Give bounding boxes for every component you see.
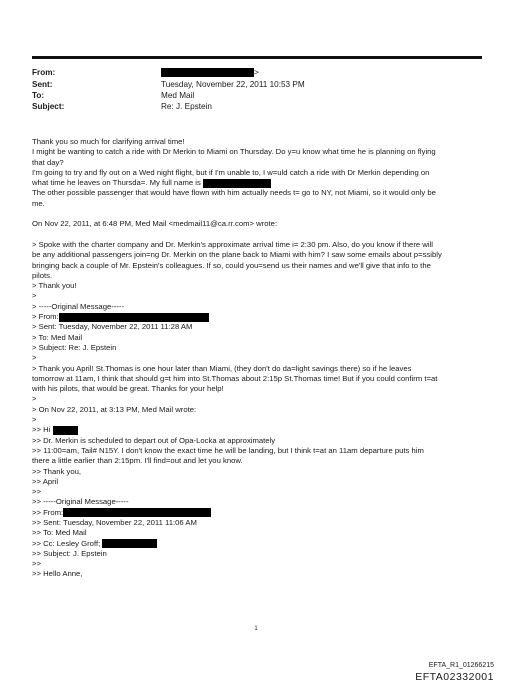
email-body [32,137,484,580]
body-line-text: > From: [32,312,59,322]
body-line: me. [32,198,45,208]
body-line: >> Subject: J. Epstein [32,548,107,558]
body-line-text: >> Cc: Lesley Groff; [32,538,101,548]
body-line: >> April [32,476,59,486]
body-line: Thank you so much for clarifying arrival time! [32,137,185,146]
body-line: > On Nov 22, 2011, at 3:13 PM, Med Mail wrote: [32,404,197,414]
body-line: > Thank you April! St.Thomas is one hour later than Miami, (they don't do da=light savings there) so if he leaves [32,363,412,373]
from-suffix: > [254,68,259,77]
sent-label: Sent: [32,80,53,89]
redaction-box [102,539,157,548]
footer-bates-id-2: EFTA02332001 [415,671,494,683]
body-line: I might be wanting to catch a ride with Dr Merkin to Miami on Thursday. Do y=u know what time he is planning on flying [32,147,436,157]
body-line: > Spoke with the charter company and Dr. Merkin's approximate arrival time i= 2:30 pm. Also, do you know if there will [32,239,433,249]
sent-value: Tuesday, November 22, 2011 10:53 PM [161,80,305,89]
body-line: >> -----Original Message----- [32,497,129,507]
redaction-box [203,179,271,188]
redaction-box [59,313,209,322]
redaction-box [161,68,254,77]
body-line [32,508,484,518]
body-line: > [32,291,37,301]
body-line: > Sent: Tuesday, November 22, 2011 11:28 AM [32,322,193,332]
body-line: > Subject: Re: J. Epstein [32,342,117,352]
body-line: >> Hello Anne, [32,569,83,579]
body-line: bringing back a couple of Mr. Epstein's colleagues. If so, could you=send us their names and we'll give that info to the [32,260,431,270]
body-line [32,425,484,435]
body-line-text: >> From: [32,507,64,517]
body-line: >> [32,487,41,497]
body-line: > [32,415,37,425]
footer-bates-id-1: EFTA_R1_01266215 [428,662,494,669]
body-line: On Nov 22, 2011, at 6:48 PM, Med Mail <medmail11@ca.rr.com> wrote: [32,219,278,229]
from-label: From: [32,68,56,77]
body-line: be any additional passengers join=ng Dr. Merkin on the plane back to Miami with him? I saw some emails about p=ssibly [32,250,442,260]
subject-label: Subject: [32,102,65,111]
body-line: >> [32,559,41,569]
body-line [32,539,484,549]
paragraph-gap [32,230,484,240]
body-line: there a little earlier than 2:15pm. I'll find=out and let you know. [32,456,243,466]
header-rule [32,56,482,59]
body-line: >> To: Med Mail [32,528,87,538]
body-line: that day? [32,157,64,167]
to-label: To: [32,91,45,100]
body-line: pilots. [32,270,53,280]
body-line: >> Dr. Merkin is scheduled to depart out of Opa-Locka at approximately [32,435,276,445]
page-number: 1 [254,626,258,632]
body-line: > -----Original Message----- [32,301,125,311]
redaction-box [63,508,211,517]
body-line: > Thank you! [32,281,77,291]
body-line: The other possible passenger that would have flown with him actually needs t= go to NY, not Miami, so it would only be [32,188,436,198]
to-value: Med Mail [161,91,195,100]
body-line: I'm going to try and fly out on a Wed night flight, but if I'm unable to, I w=uld catch a ride with Dr Merkin depending on [32,167,430,177]
body-line: > [32,394,37,404]
paragraph-gap [32,209,484,219]
body-line-text: >> Hi [32,425,51,435]
body-line: tomorrow at 11am, I think that should g=t him into St.Thomas about 2:15p St.Thomas time! But if you could confirm t=at [32,373,438,383]
body-line [32,178,484,188]
redaction-box [53,426,78,435]
body-line: > To: Med Mail [32,332,83,342]
body-line: >> Thank you, [32,466,82,476]
body-line: >> 11:00=am, Tail# N15Y. I don't know the exact time he will be landing, but I think t=at an 11am departure puts him [32,445,424,455]
body-line: with his pilots, that would be great. Thanks for your help! [32,384,224,394]
body-line: >> Sent: Tuesday, November 22, 2011 11:06 AM [32,517,197,527]
subject-value: Re: J. Epstein [161,102,212,111]
body-line: > [32,353,37,363]
body-line-text: what time he leaves on Thursda=. My full name is [32,178,201,188]
from-value [161,68,259,78]
body-line [32,312,484,322]
